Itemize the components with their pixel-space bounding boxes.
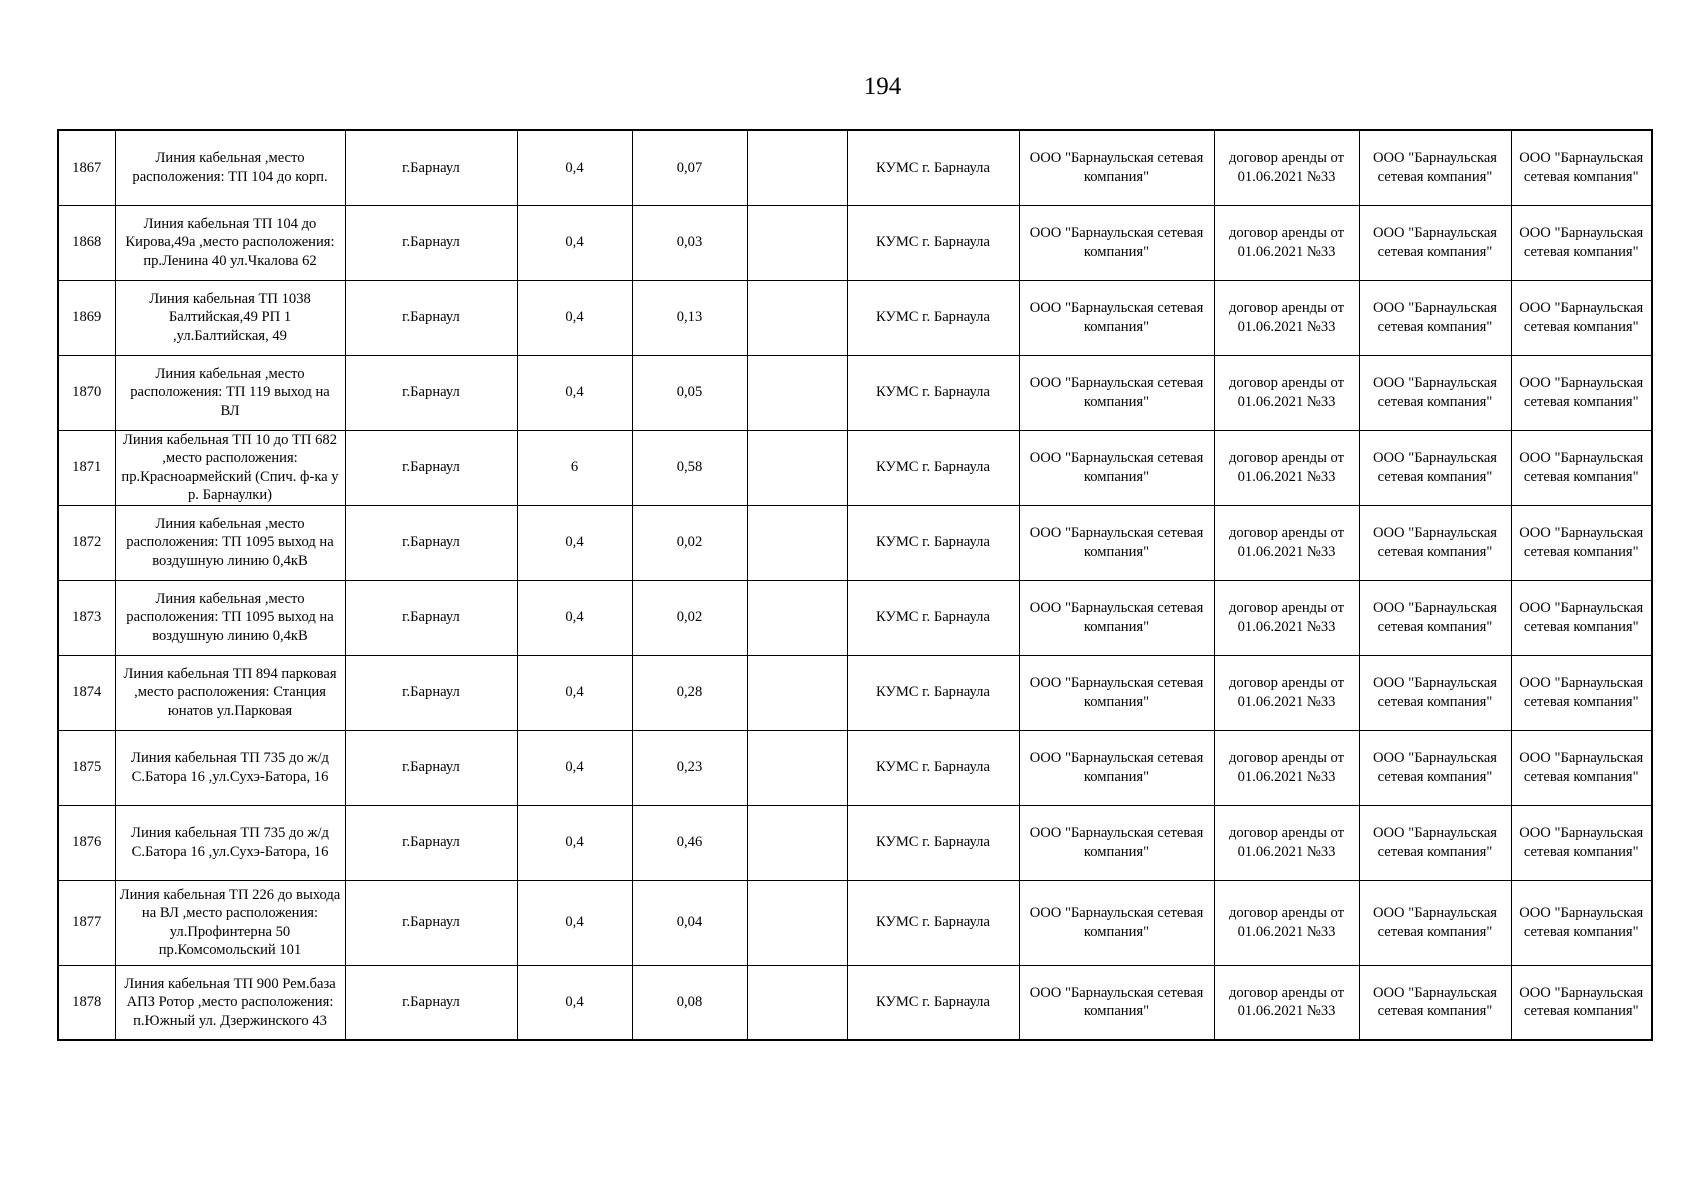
length: 0,04 (632, 880, 747, 965)
owner: КУМС г. Барнаула (847, 130, 1019, 205)
holder: ООО "Барнаульская сетевая компания" (1019, 205, 1214, 280)
object-name: Линия кабельная ,место расположения: ТП 104 до корп. (115, 130, 345, 205)
operator: ООО "Барнаульская сетевая компания" (1511, 965, 1652, 1040)
user: ООО "Барнаульская сетевая компания" (1359, 205, 1511, 280)
voltage: 0,4 (517, 655, 632, 730)
page-number: 194 (863, 73, 902, 100)
city: г.Барнаул (345, 355, 517, 430)
city: г.Барнаул (345, 580, 517, 655)
table-row (58, 580, 1652, 655)
operator: ООО "Барнаульская сетевая компания" (1511, 730, 1652, 805)
contract: договор аренды от 01.06.2021 №33 (1214, 505, 1359, 580)
row-number: 1875 (58, 730, 115, 805)
contract: договор аренды от 01.06.2021 №33 (1214, 880, 1359, 965)
object-name: Линия кабельная ТП 735 до ж/д С.Батора 16 ,ул.Сухэ-Батора, 16 (115, 805, 345, 880)
object-name: Линия кабельная ,место расположения: ТП 1095 выход на воздушную линию 0,4кВ (115, 505, 345, 580)
owner: КУМС г. Барнаула (847, 205, 1019, 280)
operator: ООО "Барнаульская сетевая компания" (1511, 205, 1652, 280)
holder: ООО "Барнаульская сетевая компания" (1019, 280, 1214, 355)
owner: КУМС г. Барнаула (847, 880, 1019, 965)
extra (747, 655, 847, 730)
operator: ООО "Барнаульская сетевая компания" (1511, 505, 1652, 580)
holder: ООО "Барнаульская сетевая компания" (1019, 655, 1214, 730)
object-name: Линия кабельная ТП 104 до Кирова,49а ,место расположения: пр.Ленина 40 ул.Чкалова 62 (115, 205, 345, 280)
row-number: 1878 (58, 965, 115, 1040)
table-body (58, 130, 1652, 1040)
voltage: 0,4 (517, 880, 632, 965)
length: 0,08 (632, 965, 747, 1040)
user: ООО "Барнаульская сетевая компания" (1359, 730, 1511, 805)
city: г.Барнаул (345, 430, 517, 505)
user: ООО "Барнаульская сетевая компания" (1359, 280, 1511, 355)
voltage: 0,4 (517, 205, 632, 280)
city: г.Барнаул (345, 880, 517, 965)
contract: договор аренды от 01.06.2021 №33 (1214, 430, 1359, 505)
extra (747, 505, 847, 580)
length: 0,58 (632, 430, 747, 505)
length: 0,13 (632, 280, 747, 355)
contract: договор аренды от 01.06.2021 №33 (1214, 655, 1359, 730)
row-number: 1869 (58, 280, 115, 355)
table-row (58, 130, 1652, 205)
contract: договор аренды от 01.06.2021 №33 (1214, 130, 1359, 205)
owner: КУМС г. Барнаула (847, 805, 1019, 880)
user: ООО "Барнаульская сетевая компания" (1359, 580, 1511, 655)
extra (747, 355, 847, 430)
operator: ООО "Барнаульская сетевая компания" (1511, 805, 1652, 880)
table-row (58, 655, 1652, 730)
voltage: 6 (517, 430, 632, 505)
holder: ООО "Барнаульская сетевая компания" (1019, 880, 1214, 965)
table-row (58, 730, 1652, 805)
length: 0,02 (632, 580, 747, 655)
owner: КУМС г. Барнаула (847, 355, 1019, 430)
object-name: Линия кабельная ,место расположения: ТП 119 выход на ВЛ (115, 355, 345, 430)
contract: договор аренды от 01.06.2021 №33 (1214, 205, 1359, 280)
table-row (58, 355, 1652, 430)
holder: ООО "Барнаульская сетевая компания" (1019, 580, 1214, 655)
length: 0,07 (632, 130, 747, 205)
city: г.Барнаул (345, 505, 517, 580)
voltage: 0,4 (517, 730, 632, 805)
city: г.Барнаул (345, 730, 517, 805)
row-number: 1868 (58, 205, 115, 280)
extra (747, 880, 847, 965)
extra (747, 280, 847, 355)
voltage: 0,4 (517, 580, 632, 655)
voltage: 0,4 (517, 280, 632, 355)
object-name: Линия кабельная ТП 226 до выхода на ВЛ ,место расположения: ул.Профинтерна 50 пр.Комсомольский 101 (115, 880, 345, 965)
operator: ООО "Барнаульская сетевая компания" (1511, 130, 1652, 205)
object-name: Линия кабельная ТП 10 до ТП 682 ,место расположения: пр.Красноармейский (Спич. ф-ка у р. Барнаулки) (115, 430, 345, 505)
row-number: 1876 (58, 805, 115, 880)
length: 0,05 (632, 355, 747, 430)
user: ООО "Барнаульская сетевая компания" (1359, 965, 1511, 1040)
holder: ООО "Барнаульская сетевая компания" (1019, 355, 1214, 430)
user: ООО "Барнаульская сетевая компания" (1359, 880, 1511, 965)
row-number: 1867 (58, 130, 115, 205)
operator: ООО "Барнаульская сетевая компания" (1511, 655, 1652, 730)
row-number: 1874 (58, 655, 115, 730)
extra (747, 580, 847, 655)
owner: КУМС г. Барнаула (847, 280, 1019, 355)
holder: ООО "Барнаульская сетевая компания" (1019, 805, 1214, 880)
user: ООО "Барнаульская сетевая компания" (1359, 805, 1511, 880)
length: 0,28 (632, 655, 747, 730)
length: 0,23 (632, 730, 747, 805)
user: ООО "Барнаульская сетевая компания" (1359, 655, 1511, 730)
extra (747, 205, 847, 280)
owner: КУМС г. Барнаула (847, 965, 1019, 1040)
extra (747, 965, 847, 1040)
length: 0,46 (632, 805, 747, 880)
owner: КУМС г. Барнаула (847, 730, 1019, 805)
table-row (58, 965, 1652, 1040)
extra (747, 430, 847, 505)
extra (747, 730, 847, 805)
city: г.Барнаул (345, 965, 517, 1040)
object-name: Линия кабельная ТП 900 Рем.база АПЗ Ротор ,место расположения: п.Южный ул. Дзержинского 43 (115, 965, 345, 1040)
contract: договор аренды от 01.06.2021 №33 (1214, 805, 1359, 880)
city: г.Барнаул (345, 805, 517, 880)
owner: КУМС г. Барнаула (847, 655, 1019, 730)
city: г.Барнаул (345, 205, 517, 280)
user: ООО "Барнаульская сетевая компания" (1359, 430, 1511, 505)
registry-table (57, 129, 1653, 1041)
row-number: 1873 (58, 580, 115, 655)
contract: договор аренды от 01.06.2021 №33 (1214, 730, 1359, 805)
holder: ООО "Барнаульская сетевая компания" (1019, 430, 1214, 505)
row-number: 1877 (58, 880, 115, 965)
contract: договор аренды от 01.06.2021 №33 (1214, 280, 1359, 355)
contract: договор аренды от 01.06.2021 №33 (1214, 355, 1359, 430)
contract: договор аренды от 01.06.2021 №33 (1214, 580, 1359, 655)
holder: ООО "Барнаульская сетевая компания" (1019, 130, 1214, 205)
contract: договор аренды от 01.06.2021 №33 (1214, 965, 1359, 1040)
city: г.Барнаул (345, 280, 517, 355)
voltage: 0,4 (517, 130, 632, 205)
object-name: Линия кабельная ТП 735 до ж/д С.Батора 16 ,ул.Сухэ-Батора, 16 (115, 730, 345, 805)
table-row (58, 205, 1652, 280)
user: ООО "Барнаульская сетевая компания" (1359, 355, 1511, 430)
city: г.Барнаул (345, 130, 517, 205)
length: 0,02 (632, 505, 747, 580)
owner: КУМС г. Барнаула (847, 430, 1019, 505)
owner: КУМС г. Барнаула (847, 580, 1019, 655)
extra (747, 130, 847, 205)
object-name: Линия кабельная ,место расположения: ТП 1095 выход на воздушную линию 0,4кВ (115, 580, 345, 655)
operator: ООО "Барнаульская сетевая компания" (1511, 880, 1652, 965)
operator: ООО "Барнаульская сетевая компания" (1511, 280, 1652, 355)
voltage: 0,4 (517, 965, 632, 1040)
holder: ООО "Барнаульская сетевая компания" (1019, 730, 1214, 805)
row-number: 1870 (58, 355, 115, 430)
operator: ООО "Барнаульская сетевая компания" (1511, 430, 1652, 505)
voltage: 0,4 (517, 355, 632, 430)
city: г.Барнаул (345, 655, 517, 730)
voltage: 0,4 (517, 805, 632, 880)
user: ООО "Барнаульская сетевая компания" (1359, 130, 1511, 205)
table-row (58, 280, 1652, 355)
object-name: Линия кабельная ТП 894 парковая ,место расположения: Станция юнатов ул.Парковая (115, 655, 345, 730)
user: ООО "Барнаульская сетевая компания" (1359, 505, 1511, 580)
holder: ООО "Барнаульская сетевая компания" (1019, 965, 1214, 1040)
holder: ООО "Барнаульская сетевая компания" (1019, 505, 1214, 580)
row-number: 1871 (58, 430, 115, 505)
owner: КУМС г. Барнаула (847, 505, 1019, 580)
table-row (58, 505, 1652, 580)
table-row (58, 430, 1652, 505)
table-row (58, 880, 1652, 965)
voltage: 0,4 (517, 505, 632, 580)
row-number: 1872 (58, 505, 115, 580)
operator: ООО "Барнаульская сетевая компания" (1511, 355, 1652, 430)
table-row (58, 805, 1652, 880)
extra (747, 805, 847, 880)
operator: ООО "Барнаульская сетевая компания" (1511, 580, 1652, 655)
object-name: Линия кабельная ТП 1038 Балтийская,49 РП 1 ,ул.Балтийская, 49 (115, 280, 345, 355)
length: 0,03 (632, 205, 747, 280)
